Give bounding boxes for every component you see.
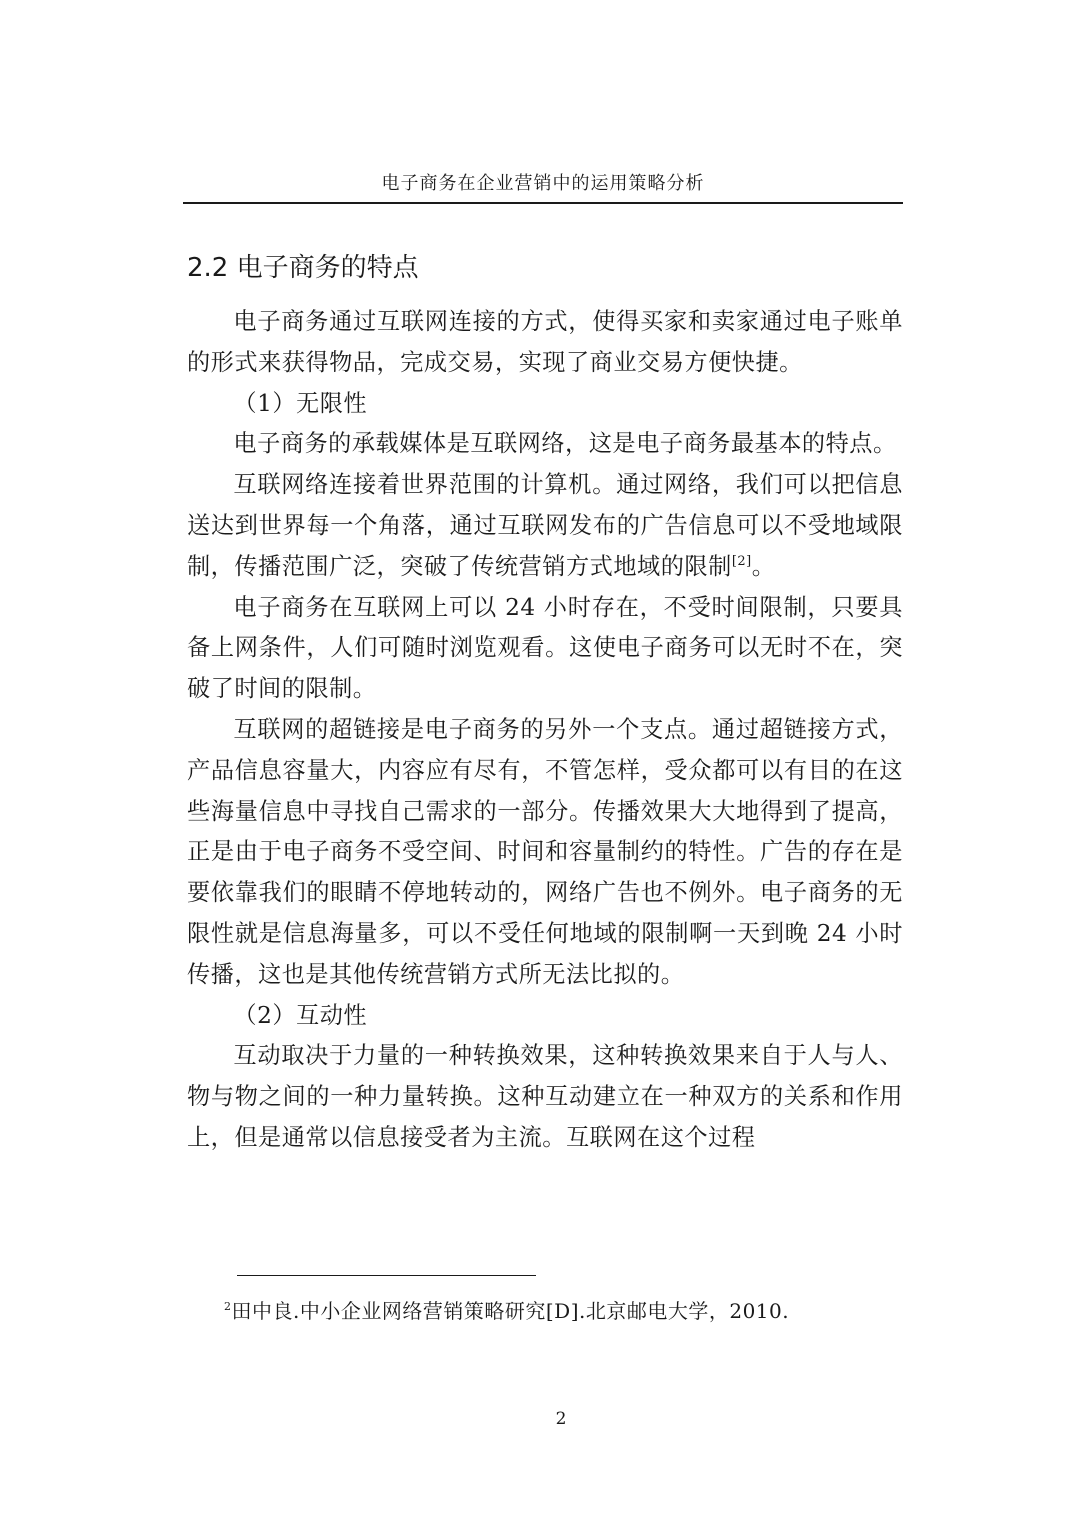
footnote — [224, 1297, 924, 1325]
footnote-rule — [237, 1275, 536, 1276]
running-header: 电子商务在企业营销中的运用策略分析 — [381, 173, 705, 194]
subheading-interactive: （2）互动性 — [233, 1001, 368, 1029]
header-rule — [183, 202, 903, 204]
paragraph-24-hours: 电子商务在互联网上可以 24 小时存在，不受时间限制，只要具备上网条件，人们可随时浏览观看。这使电子商务可以无时不在，突破了时间的限制。 — [187, 593, 903, 703]
paragraph-intro: 电子商务通过互联网连接的方式，使得买家和卖家通过电子账单的形式来获得物品，完成交易，实现了商业交易方便快捷。 — [187, 308, 903, 376]
citation-mark: [2] — [731, 553, 752, 569]
paragraph-hyperlink: 互联网的超链接是电子商务的另外一个支点。通过超链接方式，产品信息容量大，内容应有尽有，不管怎样，受众都可以有目的在这些海量信息中寻找自己需求的一部分。传播效果大大地得到了提高，正是由于电子商务不受空间、时间和容量制约的特性。广告的存在是要依靠我们的眼睛不停地转动的，网络广告也不例外。电子商务的无限性就是信息海量多，可以不受任何地域的限制啊一天到晚 24 小时传播，这也是其他传统营销方式所无法比拟的。 — [187, 715, 903, 988]
paragraph-media: 电子商务的承载媒体是互联网络，这是电子商务最基本的特点。 — [233, 430, 897, 458]
footnote-number: 2 — [224, 1300, 232, 1313]
paragraph-network-reach — [187, 465, 903, 587]
citation-tail: 。 — [751, 552, 776, 580]
section-heading: 2.2 电子商务的特点 — [187, 253, 419, 283]
body-text — [187, 302, 903, 1159]
paragraph-interaction: 互动取决于力量的一种转换效果，这种转换效果来自于人与人、物与物之间的一种力量转换。这种互动建立在一种双方的关系和作用上，但是通常以信息接受者为主流。互联网在这个过程 — [187, 1042, 903, 1151]
page-number: 2 — [555, 1409, 567, 1429]
paragraph-network-reach-text: 互联网络连接着世界范围的计算机。通过网络，我们可以把信息送达到世界每一个角落，通过互联网发布的广告信息可以不受地域限制，传播范围广泛，突破了传统营销方式地域的限制 — [187, 471, 903, 580]
subheading-unlimited: （1）无限性 — [233, 389, 368, 417]
footnote-text: 田中良.中小企业网络营销策略研究[D].北京邮电大学，2010. — [231, 1299, 790, 1323]
